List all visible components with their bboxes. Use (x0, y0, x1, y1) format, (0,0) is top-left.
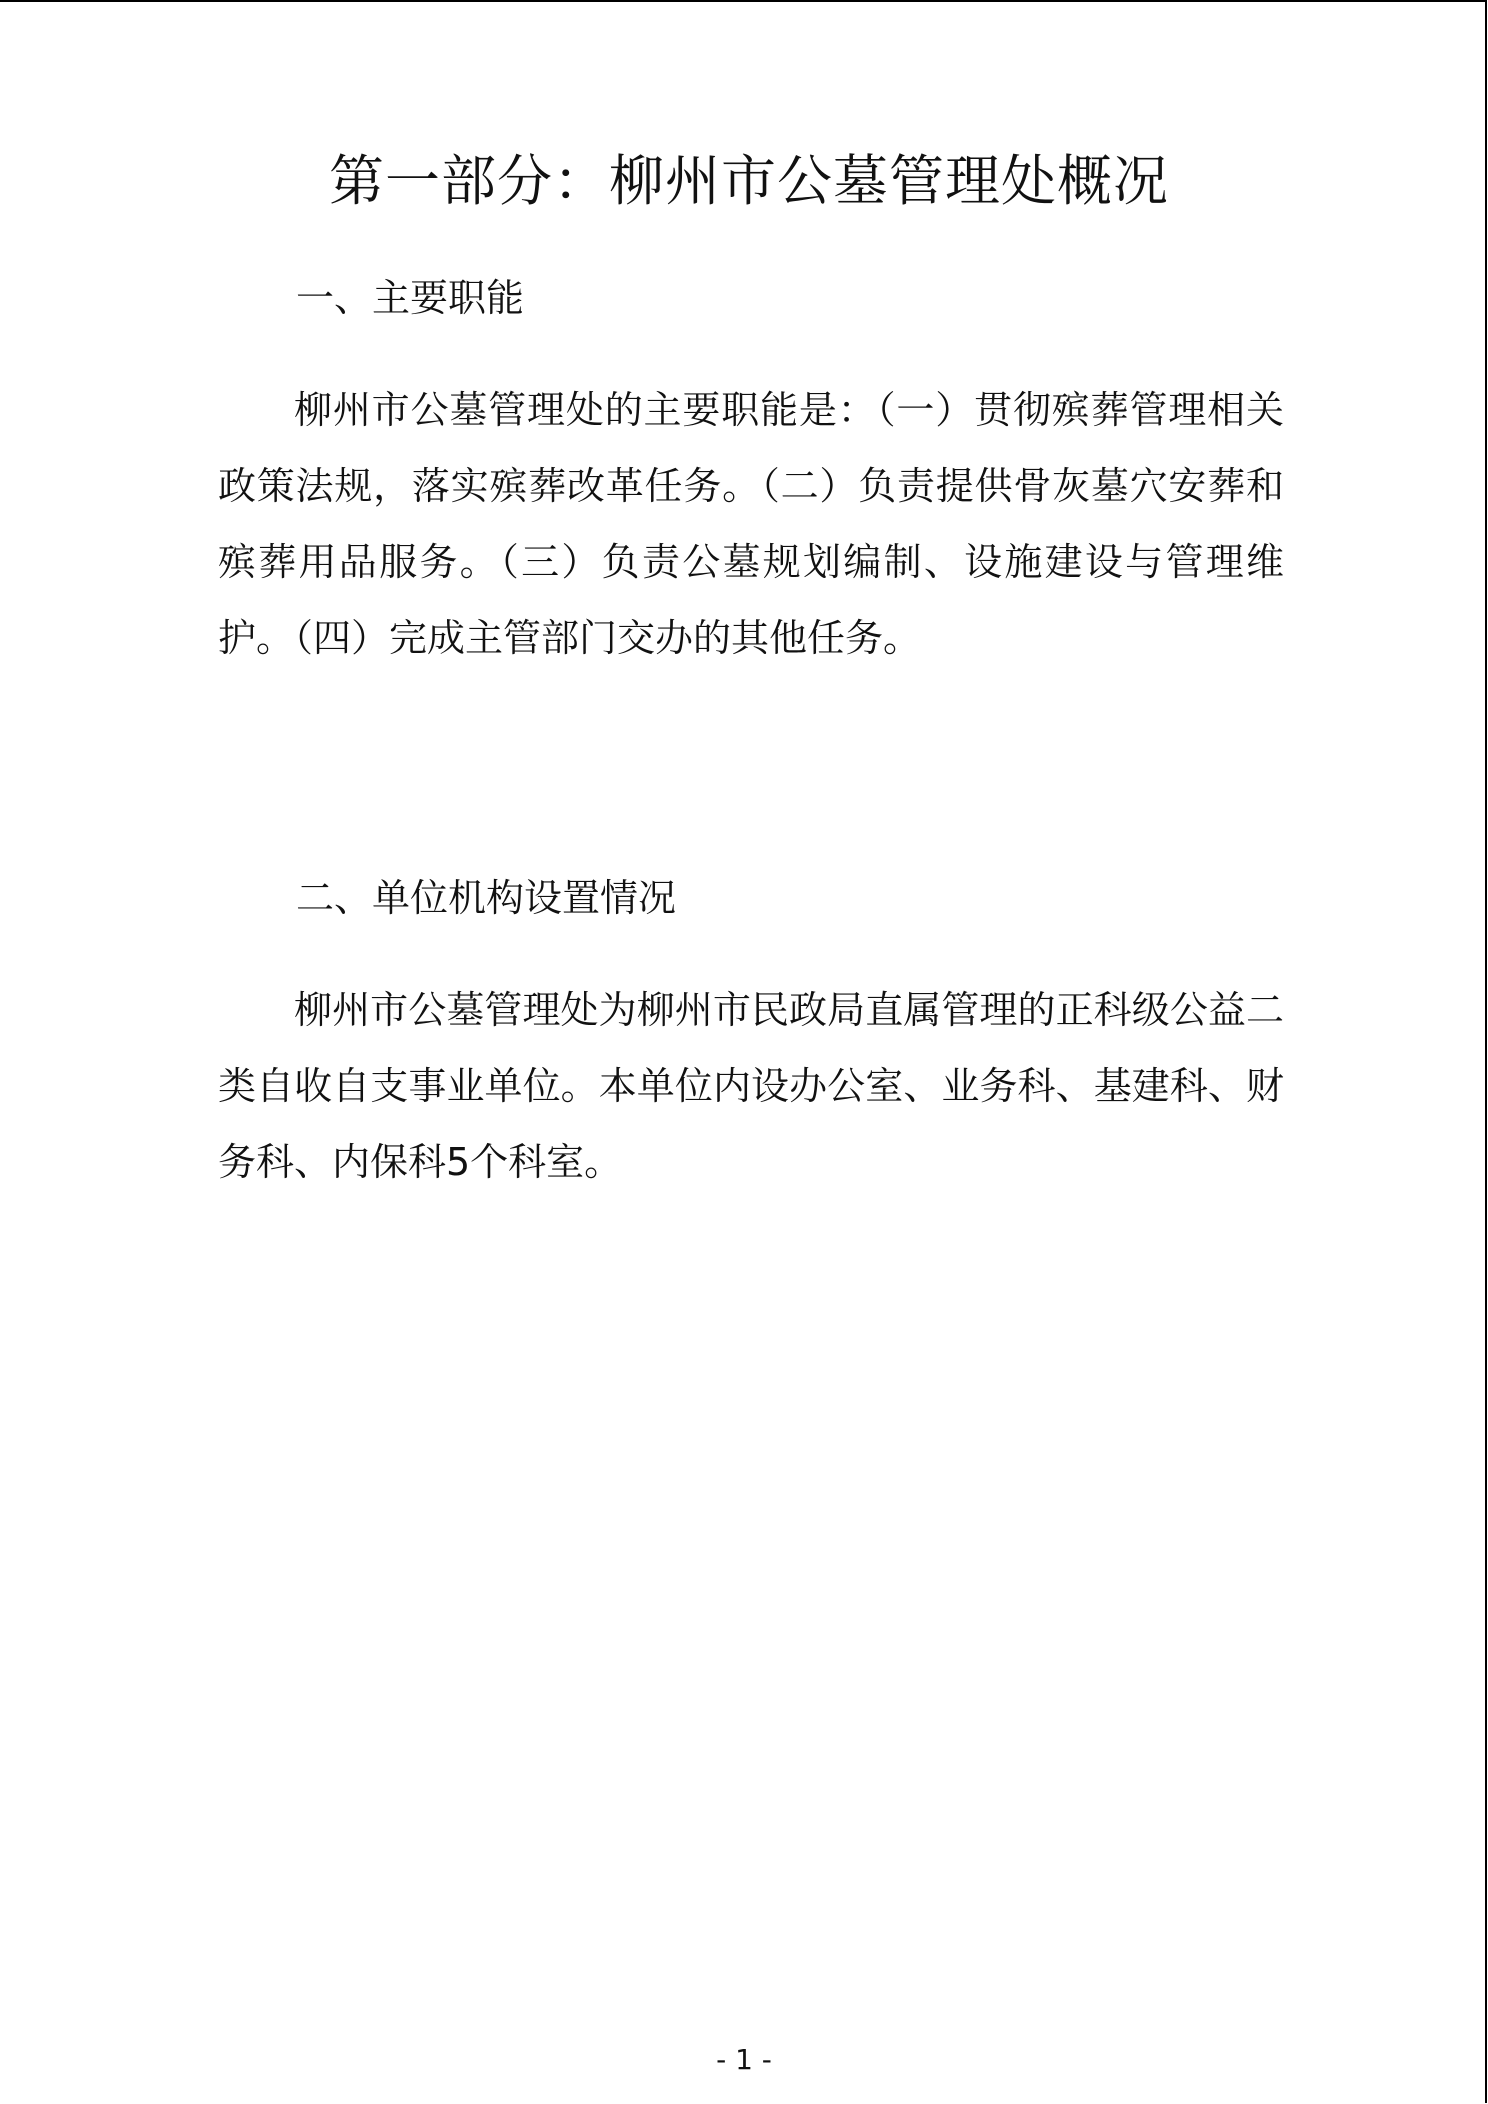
section-heading-main-functions: 一、主要职能 (296, 276, 525, 320)
page-number: - 1 - (716, 2043, 772, 2076)
section-paragraph-organization: 柳州市公墓管理处为柳州市民政局直属管理的正科级公益二类自收自支事业单位。本单位内设办公室、业务科、基建科、财务科、内保科5个科室。 (218, 988, 1284, 1184)
section-heading-organization: 二、单位机构设置情况 (296, 876, 677, 920)
section-paragraph-main-functions: 柳州市公墓管理处的主要职能是：（一）贯彻殡葬管理相关政策法规，落实殡葬改革任务。（二）负责提供骨灰墓穴安葬和殡葬用品服务。（三）负责公墓规划编制、设施建设与管理维护。（四）完成主管部门交办的其他任务。 (218, 388, 1284, 660)
page-title: 第一部分：柳州市公墓管理处概况 (328, 149, 1169, 213)
